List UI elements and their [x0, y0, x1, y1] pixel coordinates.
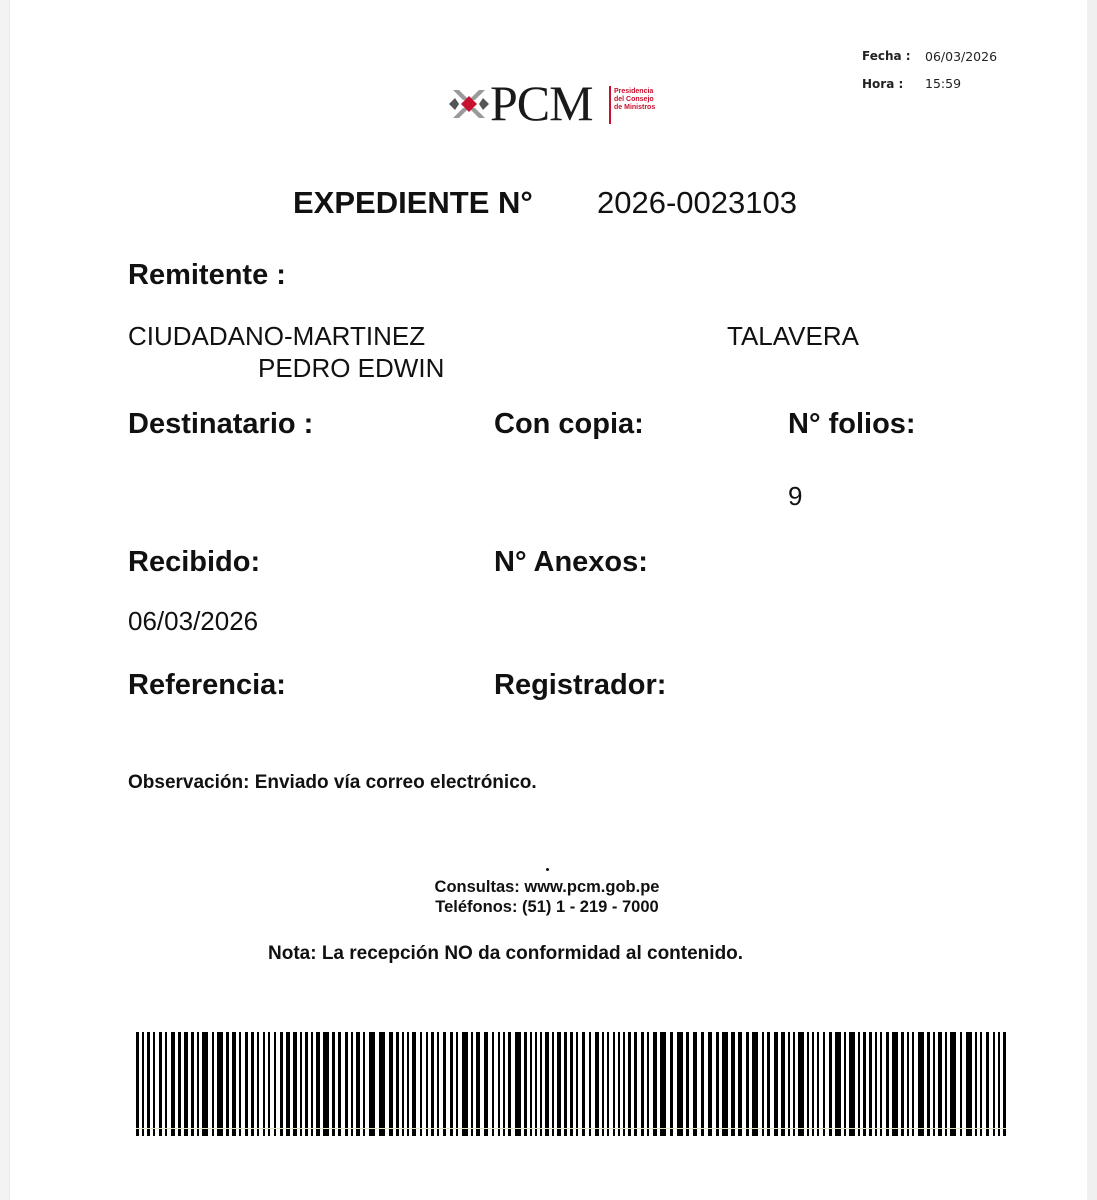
destinatario-label: Destinatario : — [128, 408, 314, 440]
barcode-bar — [950, 1032, 956, 1136]
barcode-bar — [918, 1032, 924, 1136]
barcode-bar — [503, 1032, 505, 1136]
barcode-bar — [623, 1032, 625, 1136]
barcode-bar — [880, 1032, 882, 1136]
barcode-bar — [570, 1032, 573, 1136]
barcode-bar — [798, 1032, 804, 1136]
barcode-bar — [332, 1032, 335, 1136]
barcode-bar — [907, 1032, 909, 1136]
document-sheet — [10, 0, 1087, 1200]
barcode-bar — [912, 1032, 914, 1136]
barcode-bar — [286, 1032, 290, 1136]
logo-subtitle-line1: Presidencia — [614, 88, 654, 95]
barcode-bar — [345, 1032, 348, 1136]
recibido-value: 06/03/2026 — [128, 606, 259, 636]
barcode-bar — [628, 1032, 631, 1136]
barcode-bar — [660, 1032, 666, 1136]
barcode-bar — [369, 1032, 375, 1136]
barcode-bar — [217, 1032, 223, 1136]
expediente-number: 2026-0023103 — [597, 185, 797, 220]
barcode-bar — [817, 1032, 819, 1136]
barcode-bar — [731, 1032, 735, 1136]
barcode-bar — [226, 1032, 229, 1136]
barcode-bar — [524, 1032, 527, 1136]
folios-value: 9 — [788, 481, 803, 511]
barcode-bar — [232, 1032, 236, 1136]
barcode-bar — [557, 1032, 561, 1136]
expediente-label: EXPEDIENTE N° — [293, 185, 533, 220]
barcode-bar — [582, 1032, 585, 1136]
barcode-bar — [530, 1032, 532, 1136]
barcode-bar — [781, 1032, 785, 1136]
barcode-bar — [171, 1032, 175, 1136]
barcode-bar — [746, 1032, 749, 1136]
barcode-bar — [774, 1032, 778, 1136]
barcode-bar — [153, 1032, 155, 1136]
barcode-bar — [966, 1032, 972, 1136]
barcode-bar — [212, 1032, 214, 1136]
barcode-bar — [412, 1032, 416, 1136]
barcode-bar — [677, 1032, 683, 1136]
barcode-bar — [462, 1032, 468, 1136]
barcode-bar — [869, 1032, 872, 1136]
barcode-bar — [767, 1032, 770, 1136]
barcode-bar — [136, 1032, 139, 1136]
barcode-bar — [396, 1032, 399, 1136]
hora-label: Hora : — [862, 77, 904, 91]
barcode-bar — [263, 1032, 265, 1136]
barcode-bar — [431, 1032, 434, 1136]
barcode-bar — [407, 1032, 409, 1136]
barcode-bar — [788, 1032, 790, 1136]
barcode-bar — [251, 1032, 254, 1136]
barcode-bar — [793, 1032, 795, 1136]
barcode-bar — [762, 1032, 764, 1136]
barcode-bar — [722, 1032, 728, 1136]
con-copia-label: Con copia: — [494, 408, 644, 440]
barcode-bar — [998, 1032, 1000, 1136]
barcode-bar — [960, 1032, 962, 1136]
barcode-bar — [471, 1032, 473, 1136]
barcode-bar — [595, 1032, 599, 1136]
hora-value: 15:59 — [925, 76, 962, 91]
barcode — [136, 1032, 1006, 1138]
barcode-bar — [875, 1032, 877, 1136]
barcode-bar — [980, 1032, 982, 1136]
barcode-bar — [389, 1032, 393, 1136]
folios-label: N° folios: — [788, 408, 916, 440]
barcode-bar — [634, 1032, 637, 1136]
observacion-text: Observación: Enviado vía correo electrónico. — [128, 772, 537, 793]
barcode-bar — [402, 1032, 404, 1136]
barcode-bar — [456, 1032, 458, 1136]
barcode-bar — [823, 1032, 825, 1136]
barcode-bar — [305, 1032, 308, 1136]
barcode-bar — [476, 1032, 480, 1136]
remitente-name-line2: PEDRO EDWIN — [258, 353, 445, 383]
logo-subtitle-line2: del Consejo — [614, 96, 654, 103]
remitente-name-left: CIUDADANO-MARTINEZ — [128, 321, 426, 351]
registrador-label: Registrador: — [494, 669, 667, 701]
barcode-bar — [892, 1032, 898, 1136]
barcode-bar — [356, 1032, 360, 1136]
barcode-bar — [835, 1032, 841, 1136]
barcode-bar — [858, 1032, 860, 1136]
logo-subtitle-line3: de Ministros — [614, 104, 656, 111]
pcm-logo-icon — [449, 84, 489, 124]
barcode-bar — [945, 1032, 947, 1136]
barcode-bar — [708, 1032, 712, 1136]
barcode-bar — [245, 1032, 248, 1136]
barcode-bar — [142, 1032, 144, 1136]
barcode-bar — [589, 1032, 591, 1136]
barcode-bar — [498, 1032, 500, 1136]
barcode-bar — [576, 1032, 578, 1136]
barcode-bar — [863, 1032, 866, 1136]
barcode-bar — [829, 1032, 832, 1136]
barcode-bar — [752, 1032, 758, 1136]
telefonos-text: Teléfonos: (51) 1 - 219 - 7000 — [435, 898, 659, 916]
consultas-text: Consultas: www.pcm.gob.pe — [434, 878, 660, 896]
barcode-bar — [812, 1032, 814, 1136]
barcode-bar — [202, 1032, 208, 1136]
fecha-label: Fecha : — [862, 49, 911, 63]
barcode-bar — [545, 1032, 549, 1136]
barcode-bar — [693, 1032, 697, 1136]
barcode-bar — [184, 1032, 188, 1136]
barcode-bar — [975, 1032, 977, 1136]
barcode-bar — [933, 1032, 935, 1136]
referencia-label: Referencia: — [128, 669, 286, 701]
barcode-bar — [716, 1032, 719, 1136]
barcode-bar — [927, 1032, 930, 1136]
barcode-bar — [492, 1032, 494, 1136]
barcode-bar — [293, 1032, 297, 1136]
barcode-bar — [647, 1032, 649, 1136]
barcode-bar — [607, 1032, 609, 1136]
barcode-bar — [274, 1032, 276, 1136]
barcode-bar — [886, 1032, 889, 1136]
barcode-bar — [191, 1032, 194, 1136]
barcode-bar — [257, 1032, 259, 1136]
barcode-bar — [311, 1032, 313, 1136]
barcode-bar — [535, 1032, 537, 1136]
barcode-bar — [239, 1032, 241, 1136]
page-edge — [1087, 0, 1097, 1200]
barcode-bar — [670, 1032, 673, 1136]
barcode-bar — [849, 1032, 855, 1136]
pcm-logo-text: PCM — [490, 75, 593, 131]
barcode-bar — [379, 1032, 385, 1136]
barcode-bar — [450, 1032, 453, 1136]
remitente-label: Remitente : — [128, 259, 286, 291]
barcode-bar — [602, 1032, 604, 1136]
barcode-bar — [165, 1032, 167, 1136]
barcode-bar — [508, 1032, 511, 1136]
barcode-bar — [484, 1032, 488, 1136]
barcode-bar — [993, 1032, 995, 1136]
barcode-bar — [738, 1032, 742, 1136]
barcode-bar — [564, 1032, 567, 1136]
barcode-bar — [986, 1032, 989, 1136]
footer-dot — [546, 868, 549, 871]
barcode-bar — [338, 1032, 341, 1136]
barcode-bar — [316, 1032, 320, 1136]
barcode-bar — [280, 1032, 283, 1136]
barcode-bar — [159, 1032, 162, 1136]
barcode-bar — [938, 1032, 942, 1136]
barcode-bar — [701, 1032, 704, 1136]
barcode-bar — [426, 1032, 428, 1136]
barcode-bar — [515, 1032, 521, 1136]
anexos-label: N° Anexos: — [494, 546, 648, 578]
barcode-bar — [613, 1032, 615, 1136]
barcode-bar — [300, 1032, 302, 1136]
barcode-bar — [420, 1032, 422, 1136]
barcode-bar — [653, 1032, 657, 1136]
barcode-bar — [1003, 1032, 1006, 1136]
barcode-bar — [807, 1032, 809, 1136]
logo-divider — [609, 86, 611, 124]
barcode-bar — [618, 1032, 620, 1136]
barcode-bar — [901, 1032, 904, 1136]
barcode-bar — [686, 1032, 689, 1136]
barcode-bar — [351, 1032, 353, 1136]
logo-subtitle — [614, 88, 664, 112]
barcode-bar — [641, 1032, 644, 1136]
barcode-bar — [443, 1032, 446, 1136]
recibido-label: Recibido: — [128, 546, 261, 578]
barcode-bar — [268, 1032, 270, 1136]
barcode-scanline — [136, 1128, 1006, 1129]
barcode-bar — [540, 1032, 542, 1136]
barcode-bar — [363, 1032, 365, 1136]
nota-text: Nota: La recepción NO da conformidad al contenido. — [268, 943, 744, 964]
fecha-value: 06/03/2026 — [925, 49, 998, 64]
barcode-bar — [552, 1032, 554, 1136]
barcode-bar — [147, 1032, 150, 1136]
remitente-name-right: TALAVERA — [727, 321, 859, 351]
barcode-bar — [178, 1032, 181, 1136]
barcode-bar — [197, 1032, 199, 1136]
barcode-bar — [844, 1032, 846, 1136]
barcode-bar — [437, 1032, 439, 1136]
barcode-bar — [323, 1032, 329, 1136]
